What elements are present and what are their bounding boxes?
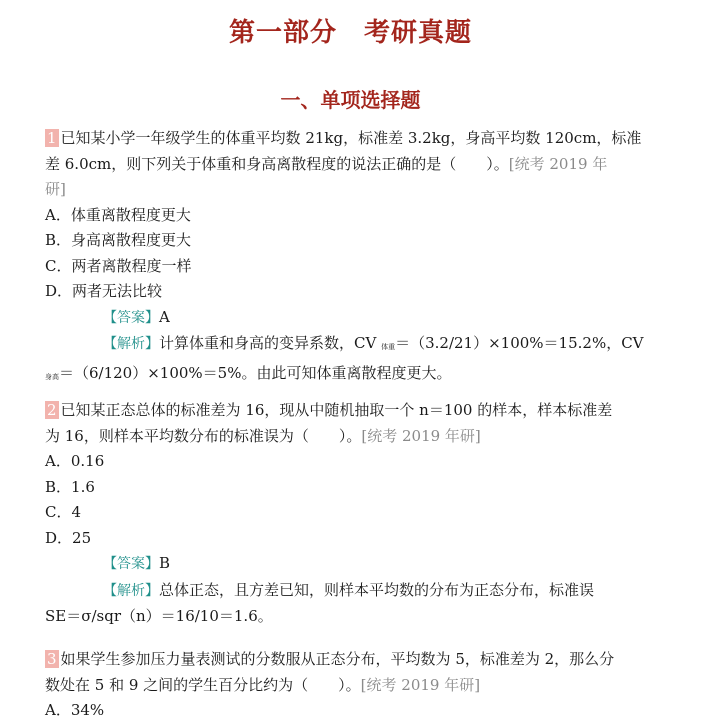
answer: 【答案】B — [103, 554, 171, 572]
question-number-badge: 3 — [47, 650, 57, 668]
option-d: D．25 — [45, 528, 92, 547]
page-title: 第一部分 考研真题 — [228, 18, 472, 48]
option-c: C．4 — [45, 503, 82, 521]
option-a: A．34% — [45, 701, 105, 719]
question-1: 1 已知某小学一年级学生的体重平均数 21kg，标准差 3.2kg，身高平均数 120cm，标准 差 6.0cm，则下列关于体重和身高离散程度的说法正确的是（ ）。[统考 2019 年 研] A．体重离散程度更大 B．身高离散程度更大 C．两者离散程度一样 D．两者无法比较 【答案】A 【解析】计算体重和身高的变异系数，CV 体重＝（3.2/21）×100%＝15.2%，CV 身高＝（6/120）×100%＝5%。由此可知体重离散程度更大。 — [45, 126, 657, 390]
analysis-tag: 【解析】 — [103, 336, 159, 352]
question-1-stem: 1 已知某小学一年级学生的体重平均数 21kg，标准差 3.2kg，身高平均数 120cm，标准 — [47, 129, 642, 147]
option-b: B．身高离散程度更大 — [45, 231, 192, 249]
question-source: [统考 2019 年研] — [360, 675, 481, 694]
answer: 【答案】A — [103, 307, 170, 326]
answer-tag: 【答案】 — [103, 556, 159, 572]
option-b: B．1.6 — [45, 477, 95, 496]
analysis-continued: SE＝σ/sqr（n）＝16/10＝1.6。 — [45, 607, 273, 625]
analysis: 【解析】计算体重和身高的变异系数，CV 体重＝（3.2/21）×100%＝15.2%，CV — [103, 334, 644, 352]
option-a: A．0.16 — [45, 452, 105, 470]
question-source: [统考 2019 年 — [508, 154, 608, 173]
question-number-badge: 2 — [47, 401, 57, 419]
question-source: [统考 2019 年研] — [361, 426, 481, 445]
question-number-badge: 1 — [47, 129, 57, 147]
option-a: A．体重离散程度更大 — [45, 205, 191, 224]
answer-tag: 【答案】 — [103, 309, 159, 326]
question-2-stem: 2 已知某正态总体的标准差为 16，现从中随机抽取一个 n＝100 的样本，样本标准差 — [47, 401, 613, 419]
question-3: 3 如果学生参加压力量表测试的分数服从正态分布，平均数为 5，标准差为 2，那么分 数处在 5 和 9 之间的学生百分比约为（ ）。[统考 2019 年研] A．34% — [45, 647, 657, 724]
analysis-tag: 【解析】 — [103, 582, 159, 599]
analysis: 【解析】总体正态，且方差已知，则样本平均数的分布为正态分布，标准误 — [103, 580, 595, 599]
option-c: C．两者离散程度一样 — [45, 256, 192, 275]
question-2: 2 已知某正态总体的标准差为 16，现从中随机抽取一个 n＝100 的样本，样本标准差 为 16，则样本平均数分布的标准误为（ ）。[统考 2019 年研] A．0.16 B．1.6 C．4 D．25 【答案】B 【解析】总体正态，且方差已知，则样本平均数的分布为正态分布，标准误 SE＝σ/sqr（n）＝16/10＝1.6。 — [45, 398, 657, 630]
question-3-stem: 3 如果学生参加压力量表测试的分数服从正态分布，平均数为 5，标准差为 2，那么分 — [47, 650, 615, 668]
section-title: 一、单项选择题 — [280, 88, 421, 112]
analysis-continued: 身高＝（6/120）×100%＝5%。由此可知体重离散程度更大。 — [45, 363, 452, 382]
option-d: D．两者无法比较 — [45, 282, 163, 300]
